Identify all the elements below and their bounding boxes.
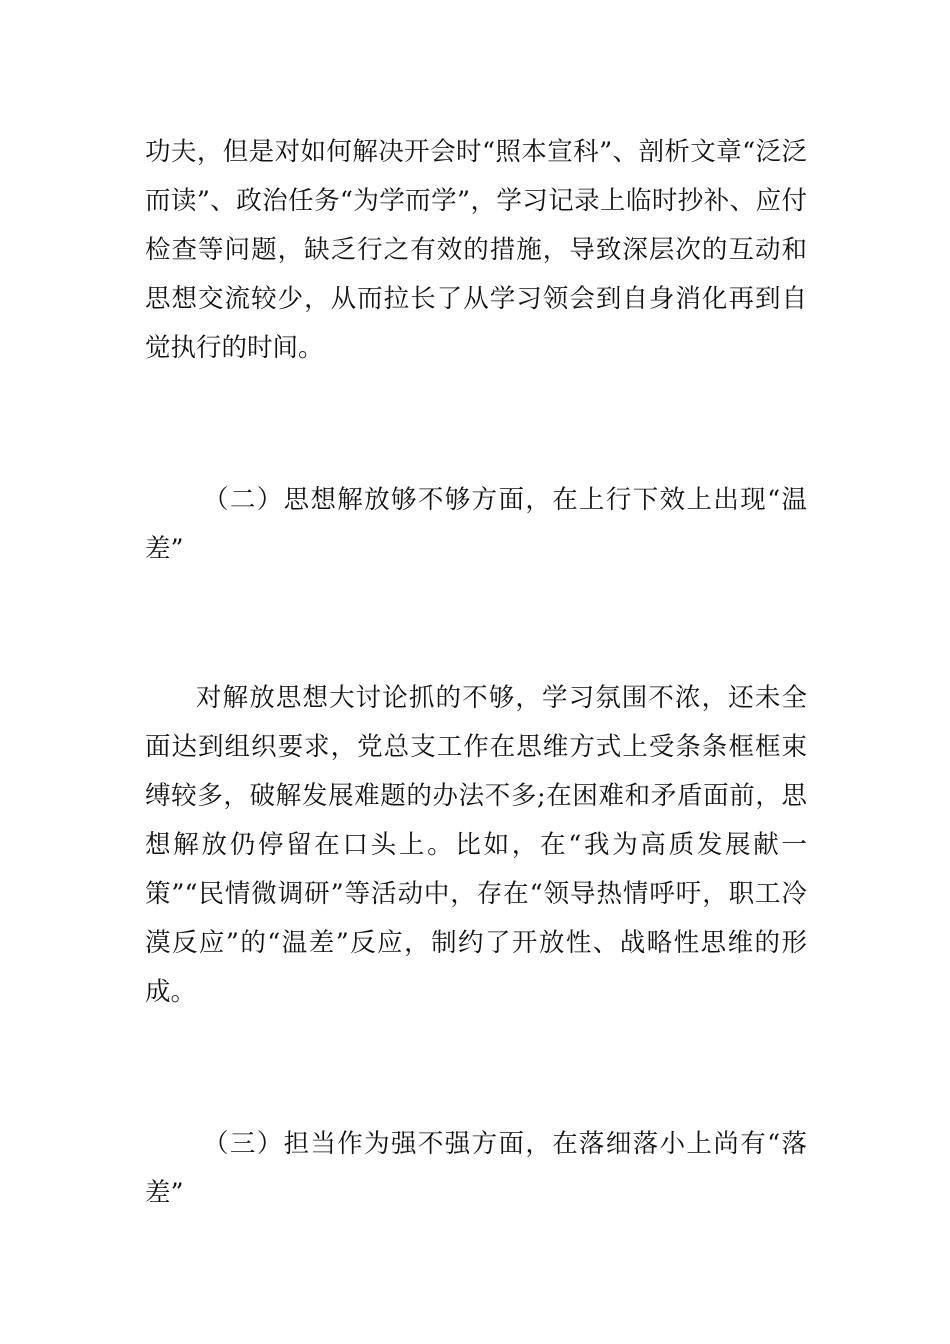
body-paragraph-2: 对解放思想大讨论抓的不够，学习氛围不浓，还未全面达到组织要求，党总支工作在思维方式上受条条框框束缚较多，破解发展难题的办法不多;在困难和矛盾面前，思想解放仍停留在口头上。比如，在“我为高质发展献一策”“民情微调研”等活动中，存在“领导热情呼吁，职工冷漠反应”的“温差”反应，制约了开放性、战略性思维的形成。 <box>145 683 807 1007</box>
section-heading-2: （二）思想解放够不够方面，在上行下效上出现“温差” <box>145 485 807 564</box>
section-heading-3: （三）担当作为强不强方面，在落细落小上尚有“落差” <box>145 1129 807 1208</box>
body-paragraph-continued: 功夫，但是对如何解决开会时“照本宣科”、剖析文章“泛泛而读”、政治任务“为学而学”，学习记录上临时抄补、应付检查等问题，缺乏行之有效的措施，导致深层次的互动和思想交流较少，从而拉长了从学习领会到自身消化再到自觉执行的时间。 <box>145 137 807 363</box>
